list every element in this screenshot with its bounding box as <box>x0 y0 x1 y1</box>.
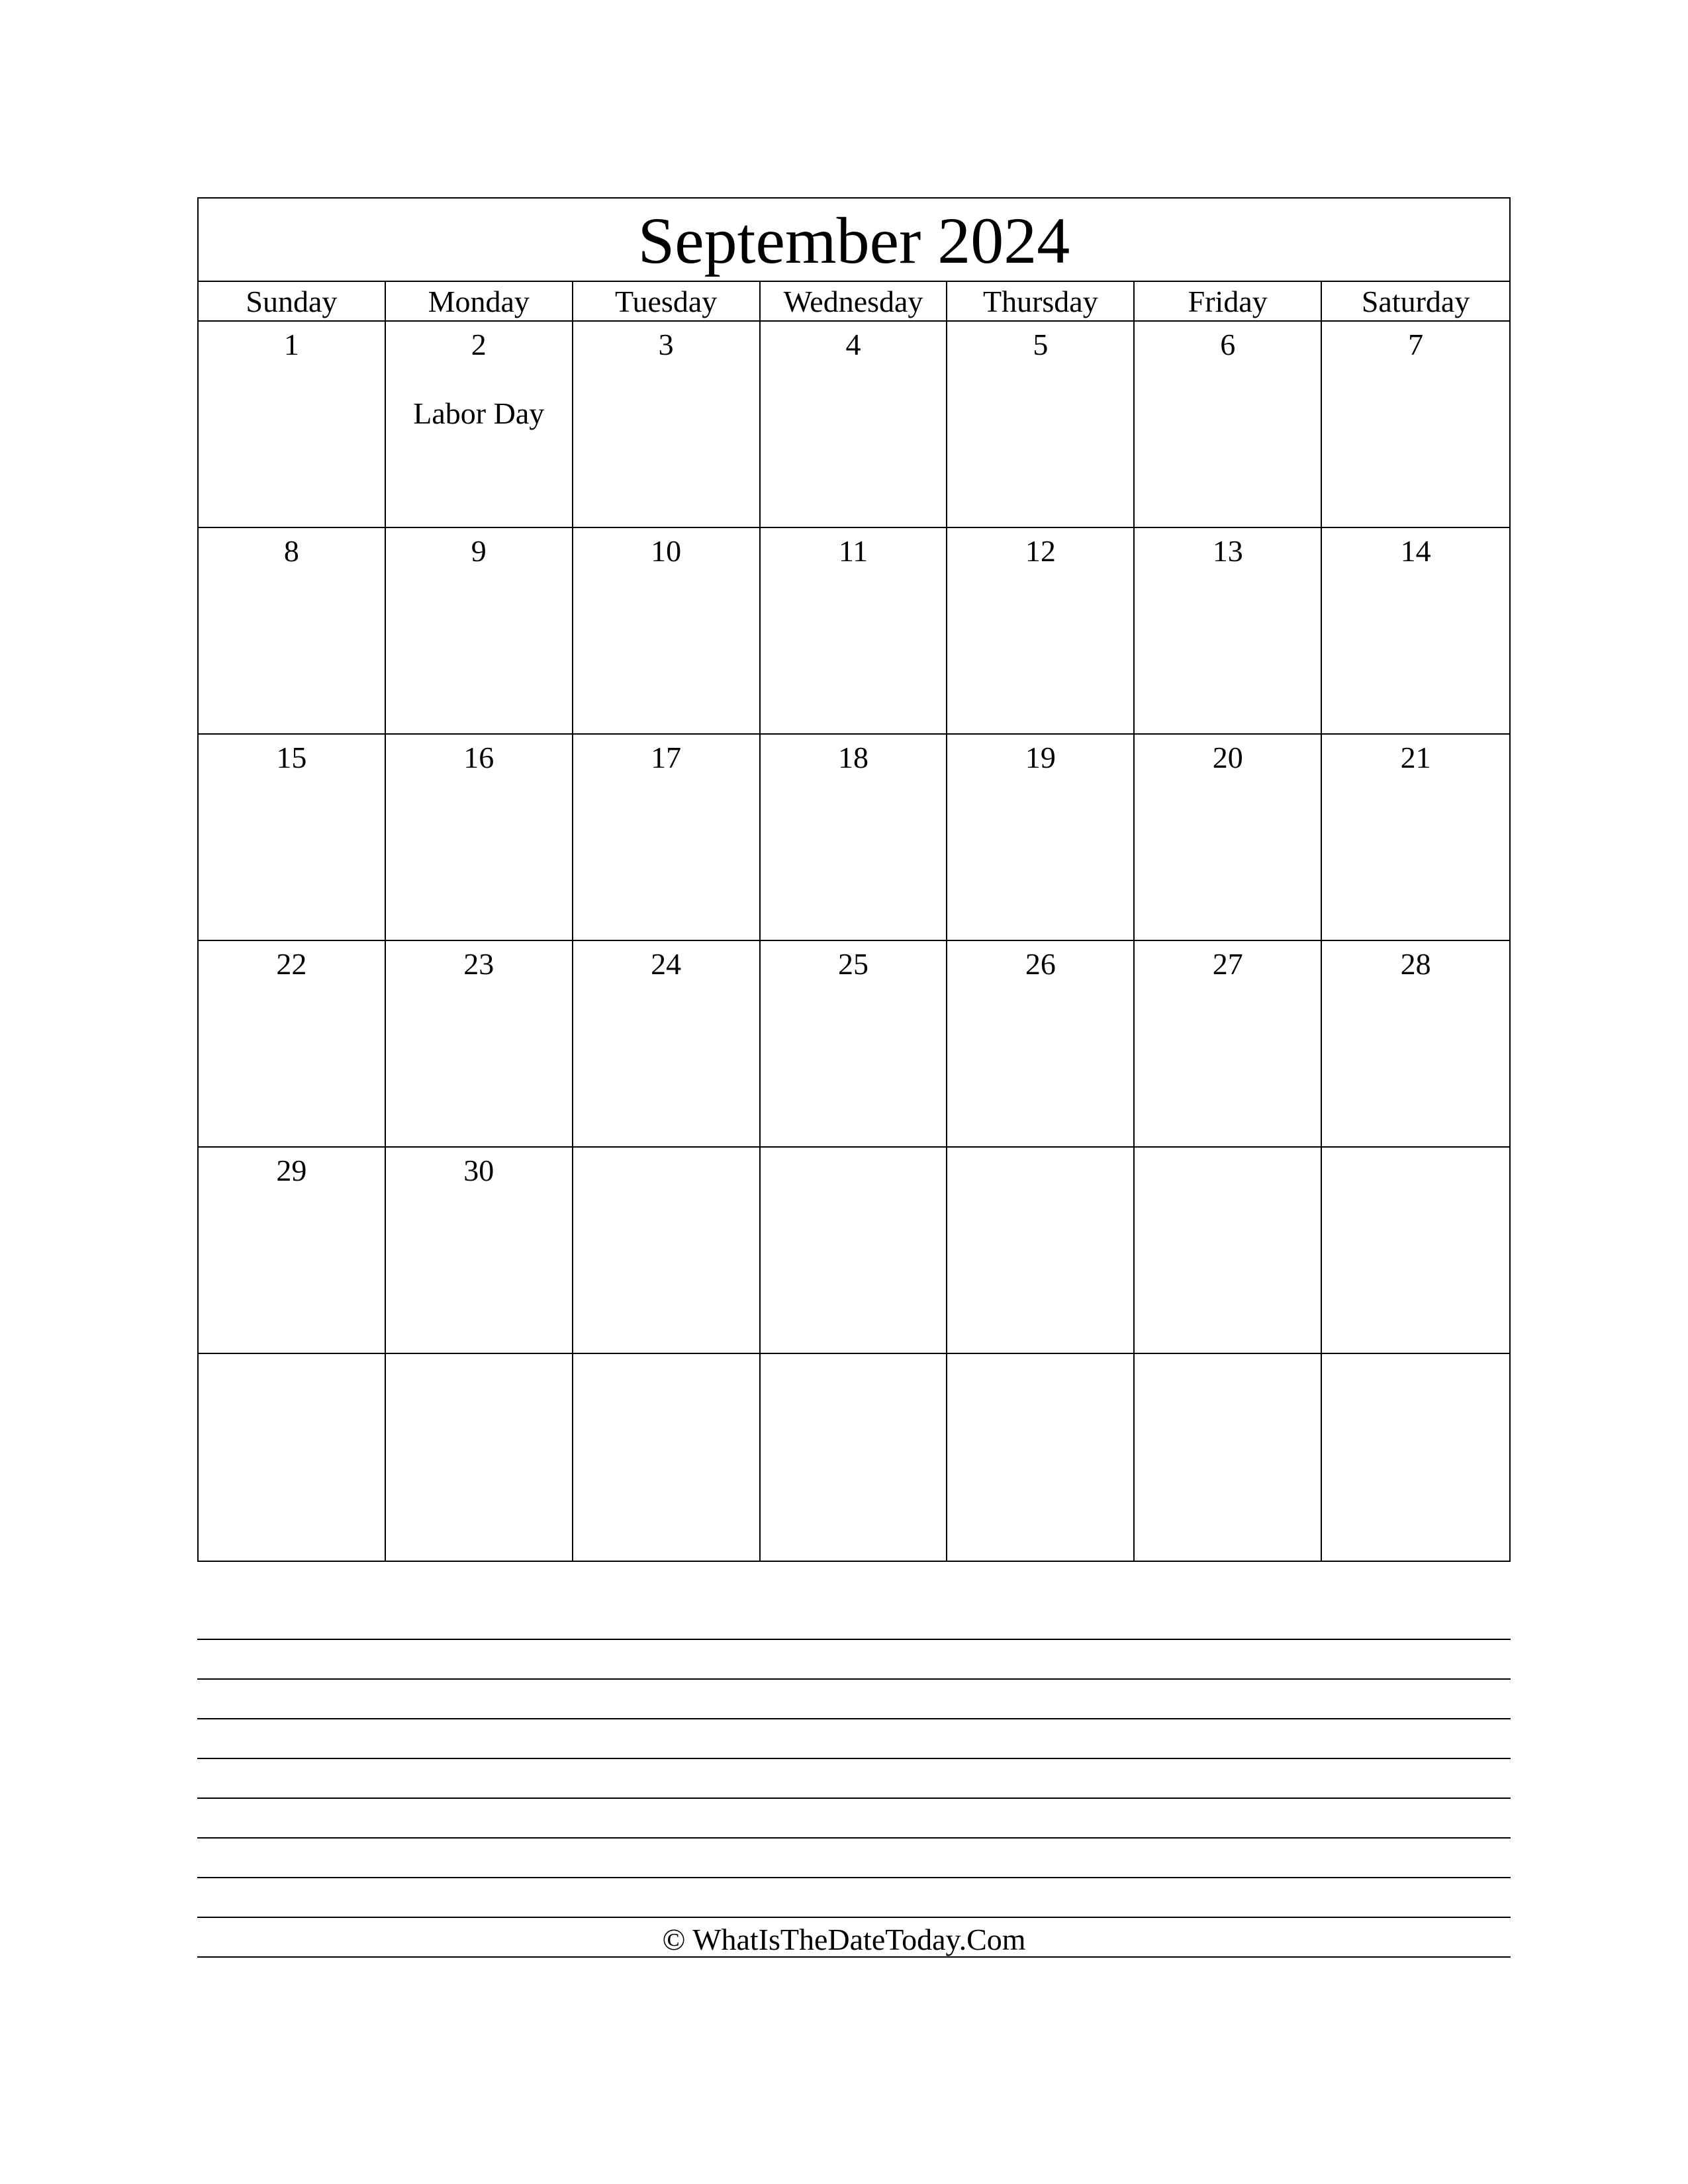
note-line <box>197 1719 1511 1759</box>
day-cell <box>1135 322 1322 528</box>
day-number: 20 <box>1212 741 1243 774</box>
day-number <box>573 1354 759 1362</box>
calendar-title: September 2024 <box>637 204 1070 277</box>
day-number: 30 <box>463 1154 494 1187</box>
day-cell <box>386 735 573 941</box>
day-cell <box>1135 735 1322 941</box>
note-line <box>197 1759 1511 1799</box>
weekday-saturday: Saturday <box>1361 284 1470 318</box>
day-number: 11 <box>838 534 868 568</box>
day-number: 5 <box>1033 328 1049 361</box>
day-cell <box>761 941 948 1148</box>
day-number <box>1135 1354 1321 1362</box>
day-cell <box>1135 528 1322 735</box>
day-cell <box>761 528 948 735</box>
day-cell <box>761 1354 948 1561</box>
day-cell <box>1322 1148 1509 1354</box>
day-cell <box>1135 1354 1322 1561</box>
note-line <box>197 1640 1511 1680</box>
day-number: 2 <box>471 328 487 361</box>
day-number: 3 <box>658 328 674 361</box>
day-number <box>761 1148 947 1156</box>
day-number: 22 <box>276 947 307 981</box>
day-cell <box>947 1354 1135 1561</box>
day-number: 9 <box>471 534 487 568</box>
day-cell <box>386 1354 573 1561</box>
day-cell <box>1322 322 1509 528</box>
day-number: 25 <box>837 947 868 981</box>
day-cell <box>573 528 761 735</box>
day-number: 27 <box>1212 947 1243 981</box>
weekday-monday: Monday <box>386 282 573 320</box>
weekday-friday: Friday <box>1135 282 1322 320</box>
day-number: 24 <box>651 947 682 981</box>
day-cell <box>199 528 386 735</box>
day-cell <box>1322 735 1509 941</box>
day-cell <box>1135 1148 1322 1354</box>
day-number: 1 <box>283 328 299 361</box>
day-cell <box>1322 528 1509 735</box>
day-number: 12 <box>1025 534 1056 568</box>
day-number <box>1135 1148 1321 1156</box>
day-cell <box>386 941 573 1148</box>
day-event: Labor Day <box>413 396 545 430</box>
note-line <box>197 1600 1511 1640</box>
day-number: 29 <box>276 1154 307 1187</box>
day-number: 26 <box>1025 947 1056 981</box>
day-number: 15 <box>276 741 307 774</box>
day-cell <box>947 1148 1135 1354</box>
day-number: 10 <box>651 534 682 568</box>
day-cell <box>947 941 1135 1148</box>
weekday-wednesday: Wednesday <box>761 282 948 320</box>
day-number: 16 <box>463 741 494 774</box>
day-number: 28 <box>1400 947 1431 981</box>
day-cell <box>1322 1354 1509 1561</box>
weekday-header-row <box>199 282 1509 322</box>
weekday-thursday: Thursday <box>947 282 1135 320</box>
note-line <box>197 1878 1511 1918</box>
day-cell <box>1135 941 1322 1148</box>
calendar <box>197 197 1511 1562</box>
day-number: 13 <box>1212 534 1243 568</box>
day-number: 17 <box>651 741 682 774</box>
calendar-grid <box>199 322 1509 1561</box>
day-cell <box>1322 941 1509 1148</box>
day-number: 7 <box>1408 328 1424 361</box>
weekday-sunday: Sunday <box>199 282 386 320</box>
day-cell <box>199 322 386 528</box>
day-number <box>573 1148 759 1156</box>
day-cell <box>947 528 1135 735</box>
day-number: 18 <box>837 741 868 774</box>
notes-lines <box>197 1600 1511 1958</box>
day-number <box>761 1354 947 1362</box>
day-cell <box>199 1354 386 1561</box>
footer-copyright: © WhatIsTheDateToday.Com <box>662 1923 1026 1956</box>
calendar-title-row <box>199 199 1509 282</box>
day-cell <box>573 1354 761 1561</box>
day-cell <box>573 1148 761 1354</box>
day-cell <box>573 941 761 1148</box>
day-number <box>386 1354 572 1362</box>
day-cell <box>761 1148 948 1354</box>
day-number: 19 <box>1025 741 1056 774</box>
day-cell <box>573 322 761 528</box>
note-line <box>197 1799 1511 1839</box>
day-number: 8 <box>283 534 299 568</box>
day-cell <box>761 322 948 528</box>
day-number <box>199 1354 385 1362</box>
day-cell <box>386 322 573 528</box>
day-cell <box>199 941 386 1148</box>
day-number: 23 <box>463 947 494 981</box>
day-cell <box>386 1148 573 1354</box>
day-number: 4 <box>845 328 861 361</box>
day-cell <box>573 735 761 941</box>
day-number: 14 <box>1400 534 1431 568</box>
weekday-tuesday: Tuesday <box>573 282 761 320</box>
day-number <box>947 1354 1133 1362</box>
note-line <box>197 1839 1511 1878</box>
day-cell <box>386 528 573 735</box>
day-number <box>1322 1148 1509 1156</box>
day-number <box>947 1148 1133 1156</box>
day-cell <box>199 1148 386 1354</box>
day-cell <box>199 735 386 941</box>
note-line <box>197 1680 1511 1719</box>
day-cell <box>947 322 1135 528</box>
day-number: 21 <box>1400 741 1431 774</box>
day-number: 6 <box>1220 328 1236 361</box>
day-cell <box>761 735 948 941</box>
day-number <box>1322 1354 1509 1362</box>
day-cell <box>947 735 1135 941</box>
